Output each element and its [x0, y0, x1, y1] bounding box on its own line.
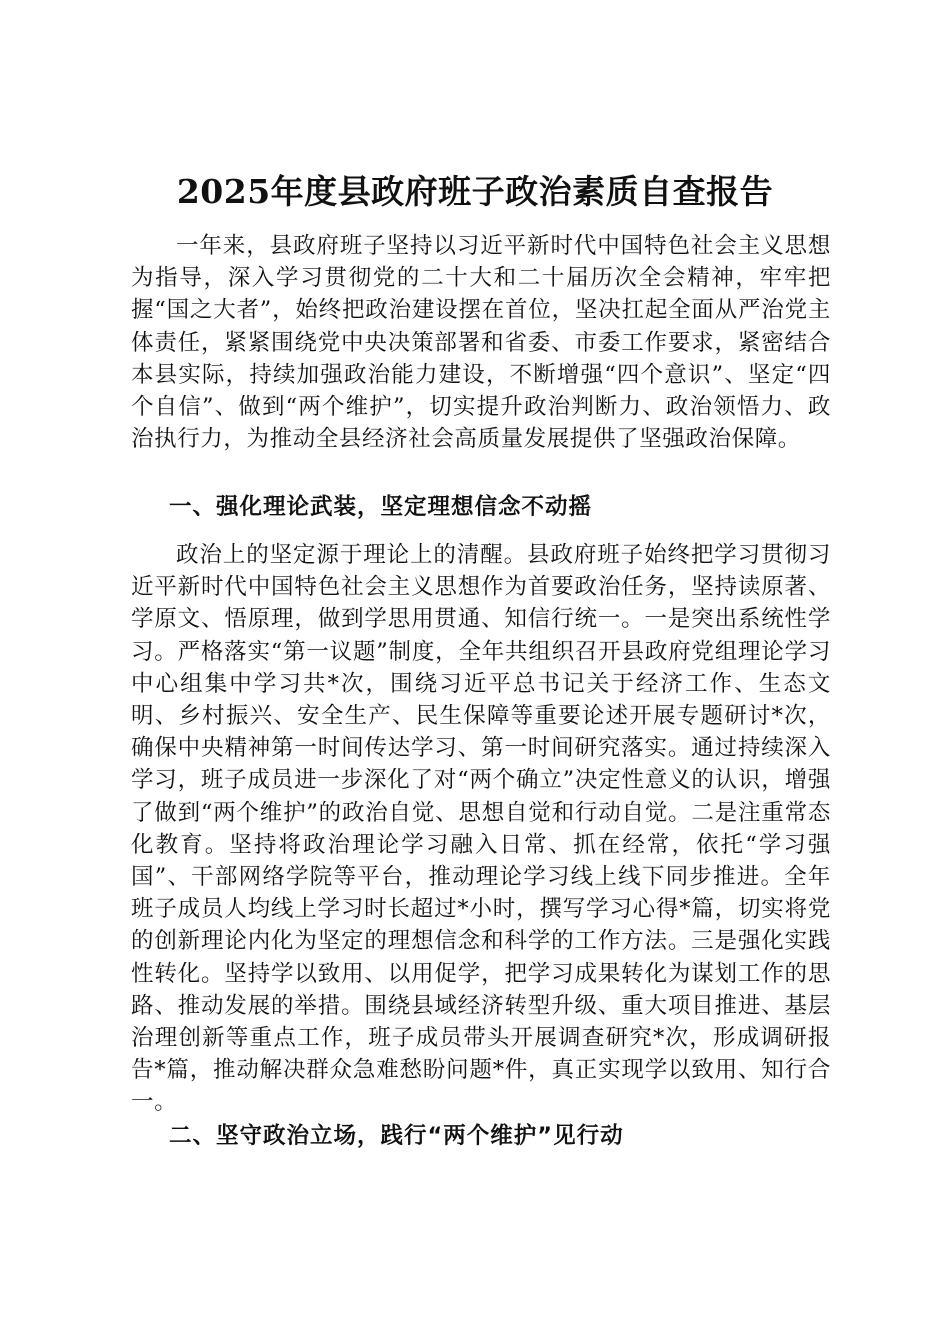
section-1-body: 政治上的坚定源于理论上的清醒。县政府班子始终把学习贯彻习近平新时代中国特色社会主义思想作为首要政治任务，坚持读原著、学原文、悟原理，做到学思用贯通、知信行统一。一是突出系统性学习。严格落实“第一议题”制度，全年共组织召开县政府党组理论学习中心组集中学习共*次，围绕习近平总书记关于经济工作、生态文明、乡村振兴、安全生产、民生保障等重要论述开展专题研讨*次，确保中央精神第一时间传达学习、第一时间研究落实。通过持续深入学习，班子成员进一步深化了对“两个确立”决定性意义的认识，增强了做到“两个维护”的政治自觉、思想自觉和行动自觉。二是注重常态化教育。坚持将政治理论学习融入日常、抓在经常，依托“学习强国”、干部网络学院等平台，推动理论学习线上线下同步推进。全年班子成员人均线上学习时长超过*小时，撰写学习心得*篇，切实将党的创新理论内化为坚定的理想信念和科学的工作方法。三是强化实践性转化。坚持学以致用、以用促学，把学习成果转化为谋划工作的思路、推动发展的举措。围绕县域经济转型升级、重大项目推进、基层治理创新等重点工作，班子成员带头开展调查研究*次，形成调研报告*篇，推动解决群众急难愁盼问题*件，真正实现学以致用、知行合一。 [131, 542, 831, 1116]
section-1-heading: 一、强化理论武装，坚定理想信念不动摇 [169, 494, 593, 520]
section-2-heading: 二、坚守政治立场，践行“两个维护”见行动 [169, 1123, 624, 1149]
document-title: 2025年度县政府班子政治素质自查报告 [176, 172, 774, 211]
intro-paragraph: 一年来，县政府班子坚持以习近平新时代中国特色社会主义思想为指导，深入学习贯彻党的二十大和二十届历次全会精神，牢牢把握“国之大者”，始终把政治建设摆在首位，坚决扛起全面从严治党主体责任，紧紧围绕党中央决策部署和省委、市委工作要求，紧密结合本县实际，持续加强政治能力建设，不断增强“四个意识”、坚定“四个自信”、做到“两个维护”，切实提升政治判断力、政治领悟力、政治执行力，为推动全县经济社会高质量发展提供了坚强政治保障。 [131, 233, 831, 453]
